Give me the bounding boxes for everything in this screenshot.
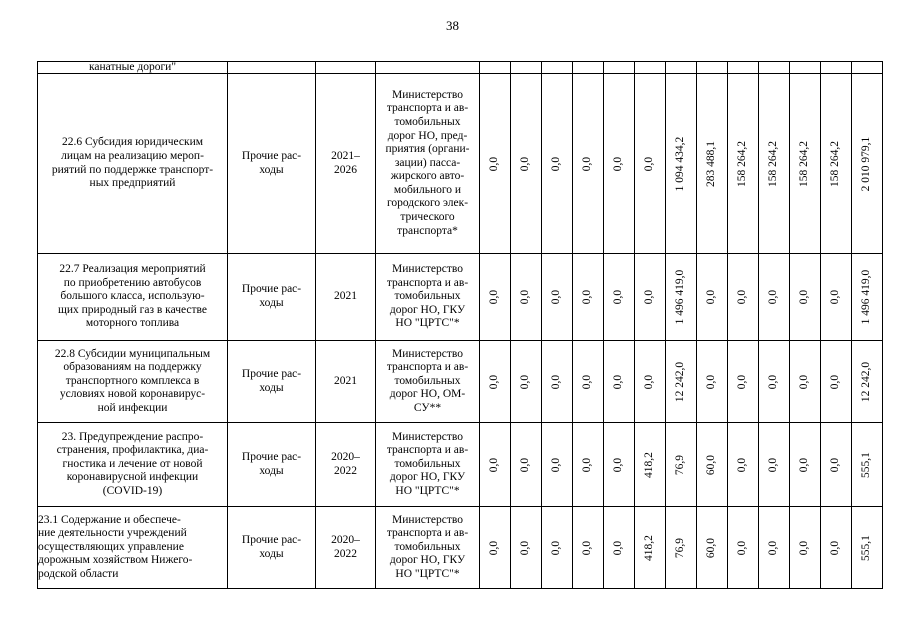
measure-name-line: по приобретению автобусов: [63, 276, 202, 289]
value-text: 555,1: [860, 451, 873, 478]
value-cell: [511, 507, 542, 589]
measure-name-line: транспортного комплекса в: [65, 374, 200, 387]
measure-name-line: условиях новой коронавирус-: [59, 388, 206, 401]
executor-line: томобильных: [394, 290, 461, 303]
value-text: 158 264,2: [829, 140, 842, 187]
funding-source-line: Прочие рас-: [241, 450, 302, 463]
value-cell: [480, 74, 511, 254]
value-cell: [511, 74, 542, 254]
value-text: 0,0: [519, 289, 532, 305]
measure-name-line: 23. Предупреждение распро-: [61, 430, 204, 443]
funding-source-line: Прочие рас-: [241, 149, 302, 162]
empty-cell: [635, 62, 666, 74]
measure-name-line: ние деятельности учреждений: [38, 527, 187, 540]
years-line: 2021–: [331, 149, 360, 162]
value-text: 0,0: [581, 374, 594, 389]
years-line: 2021: [334, 374, 357, 387]
value-text: 0,0: [488, 156, 501, 171]
measure-name-line: родской области: [38, 567, 119, 580]
executor-line: СУ**: [413, 401, 442, 414]
value-cell: [697, 423, 728, 507]
value-cell: [790, 254, 821, 341]
executor-line: дорог НО, ГКУ: [389, 471, 466, 484]
value-cell: [852, 507, 883, 589]
executor-cell: [376, 341, 480, 423]
measure-name-line: ных предприятий: [89, 177, 176, 190]
funding-source-line: ходы: [259, 297, 284, 309]
executor-line: дорог НО, ГКУ: [389, 303, 466, 316]
value-text: 0,0: [581, 540, 594, 555]
value-text: 0,0: [736, 540, 749, 555]
value-cell: [697, 341, 728, 423]
executor-line: Министерство: [392, 263, 463, 276]
value-cell: [542, 507, 573, 589]
value-cell: [635, 423, 666, 507]
value-cell: [821, 254, 852, 341]
value-text: 0,0: [767, 540, 780, 555]
value-cell: [790, 74, 821, 254]
years-cell: [316, 74, 376, 254]
measure-name-line: 22.7 Реализация мероприятий: [59, 263, 206, 276]
value-cell: [790, 507, 821, 589]
value-text: 0,0: [736, 289, 749, 305]
measure-name-line: моторного топлива: [85, 317, 180, 330]
measure-name-line: осуществляющих управление: [38, 540, 184, 553]
funding-source-cell: [228, 74, 316, 254]
measure-name-line: гностика и лечение от новой: [62, 457, 203, 470]
empty-cell: [728, 62, 759, 74]
executor-line: НО "ЦРТС"*: [395, 317, 460, 330]
executor-line: Министерство: [392, 88, 463, 101]
value-cell: [666, 423, 697, 507]
value-cell: [635, 341, 666, 423]
value-cell: [635, 74, 666, 254]
value-text: 12 242,0: [860, 361, 873, 402]
funding-source-cell: [228, 507, 316, 589]
page-number: 38: [446, 18, 459, 33]
funding-source-cell: [228, 423, 316, 507]
executor-line: транспорта и ав-: [386, 527, 469, 540]
value-cell: [728, 74, 759, 254]
continuation-row: [38, 62, 883, 74]
measure-name-line: ной инфекции: [97, 401, 168, 414]
value-cell: [852, 423, 883, 507]
value-text: 0,0: [519, 457, 532, 472]
executor-cell: [376, 423, 480, 507]
value-cell: [728, 507, 759, 589]
value-cell: [542, 254, 573, 341]
measure-name-cell: [38, 254, 228, 341]
measure-name-line: 23.1 Содержание и обеспече-: [38, 513, 181, 526]
value-cell: [697, 74, 728, 254]
value-text: 0,0: [612, 457, 625, 472]
value-cell: [542, 341, 573, 423]
table-row: [38, 254, 883, 341]
value-text: 0,0: [643, 289, 656, 305]
value-text: 0,0: [798, 289, 811, 305]
measure-name-line: 22.8 Субсидии муниципальным: [54, 347, 211, 360]
funding-source-cell: [228, 254, 316, 341]
value-cell: [728, 254, 759, 341]
measure-name-line: большого класса, использую-: [60, 290, 205, 303]
value-cell: [759, 423, 790, 507]
years-line: 2021: [334, 290, 357, 303]
value-text: 0,0: [767, 457, 780, 472]
table-row: [38, 507, 883, 589]
funding-source-line: Прочие рас-: [241, 367, 302, 380]
measure-name-line: дорожным хозяйством Нижего-: [38, 554, 193, 567]
executor-line: дорог НО, ГКУ: [389, 554, 466, 567]
value-text: 158 264,2: [798, 140, 811, 187]
value-cell: [604, 254, 635, 341]
executor-line: городского элек-: [386, 197, 469, 210]
value-text: 0,0: [612, 374, 625, 389]
table-row: [38, 341, 883, 423]
value-text: 0,0: [612, 540, 625, 555]
value-cell: [821, 423, 852, 507]
value-text: 0,0: [829, 374, 842, 389]
value-cell: [542, 423, 573, 507]
value-cell: [697, 507, 728, 589]
executor-line: зации) пасса-: [394, 156, 461, 169]
value-text: 12 242,0: [674, 361, 687, 402]
years-line: 2022: [334, 464, 357, 477]
executor-line: томобильных: [394, 115, 461, 128]
value-text: 0,0: [519, 156, 532, 171]
value-cell: [852, 341, 883, 423]
measure-name-line: странения, профилактика, диа-: [56, 444, 209, 457]
value-cell: [635, 507, 666, 589]
empty-cell: [852, 62, 883, 74]
funding-source-line: ходы: [259, 381, 284, 394]
value-text: 418,2: [643, 534, 656, 561]
measure-name-line: (COVID-19): [102, 484, 163, 497]
measure-name-line: образованиям на поддержку: [63, 361, 202, 374]
empty-cell: [511, 62, 542, 74]
value-text: 0,0: [488, 289, 501, 305]
value-cell: [728, 423, 759, 507]
executor-line: Министерство: [392, 347, 463, 360]
value-text: 0,0: [705, 374, 718, 389]
empty-cell: [376, 62, 480, 74]
measure-name-cell: [38, 74, 228, 254]
value-text: 1 094 434,2: [674, 136, 687, 191]
years-line: 2020–: [331, 533, 360, 546]
executor-line: транспорта и ав-: [386, 444, 469, 457]
executor-cell: [376, 507, 480, 589]
table-row: [38, 423, 883, 507]
funding-source-line: Прочие рас-: [241, 283, 302, 296]
value-cell: [511, 341, 542, 423]
value-cell: [697, 254, 728, 341]
measure-name-line: риятий по поддержке транспорт-: [51, 163, 214, 176]
value-text: 0,0: [736, 457, 749, 472]
value-cell: [666, 74, 697, 254]
value-cell: [480, 507, 511, 589]
value-text: 0,0: [550, 540, 563, 555]
measure-name-line: коронавирусной инфекции: [66, 471, 199, 484]
years-cell: [316, 507, 376, 589]
value-cell: [728, 341, 759, 423]
executor-line: трического: [400, 211, 455, 224]
value-text: 418,2: [643, 451, 656, 478]
value-cell: [759, 74, 790, 254]
value-cell: [666, 254, 697, 341]
value-text: 60,0: [705, 454, 718, 475]
value-text: 0,0: [829, 457, 842, 472]
measure-name-line: 22.6 Субсидия юридическим: [61, 136, 204, 149]
value-text: 1 496 419,0: [674, 269, 687, 325]
executor-line: транспорта*: [397, 224, 458, 237]
value-cell: [573, 507, 604, 589]
measure-name-line: щих природный газ в качестве: [58, 303, 207, 316]
value-text: 0,0: [829, 289, 842, 305]
value-text: 76,9: [674, 537, 687, 558]
value-text: 1 496 419,0: [860, 269, 873, 325]
value-cell: [852, 254, 883, 341]
value-text: 0,0: [550, 156, 563, 171]
empty-cell: [542, 62, 573, 74]
empty-cell: [759, 62, 790, 74]
value-text: 158 264,2: [736, 140, 749, 187]
value-cell: [480, 254, 511, 341]
value-cell: [604, 74, 635, 254]
value-text: 0,0: [612, 156, 625, 171]
program-table: [37, 61, 883, 589]
value-text: 0,0: [550, 457, 563, 472]
value-text: 0,0: [736, 374, 749, 389]
value-cell: [604, 341, 635, 423]
value-cell: [759, 341, 790, 423]
executor-line: транспорта и ав-: [386, 276, 469, 289]
value-cell: [635, 254, 666, 341]
funding-source-line: ходы: [259, 464, 284, 477]
funding-source-line: ходы: [259, 163, 284, 176]
value-cell: [666, 341, 697, 423]
value-text: 555,1: [860, 534, 873, 561]
value-cell: [759, 254, 790, 341]
value-text: 60,0: [705, 537, 718, 558]
value-cell: [790, 423, 821, 507]
value-cell: [790, 341, 821, 423]
value-cell: [604, 423, 635, 507]
value-cell: [666, 507, 697, 589]
value-text: 2 010 979,1: [860, 136, 873, 191]
executor-cell: [376, 74, 480, 254]
years-cell: [316, 423, 376, 507]
executor-line: транспорта и ав-: [386, 361, 469, 374]
value-text: 0,0: [519, 540, 532, 555]
value-cell: [511, 423, 542, 507]
value-text: 0,0: [767, 289, 780, 305]
years-cell: [316, 341, 376, 423]
empty-cell: [604, 62, 635, 74]
executor-line: НО "ЦРТС"*: [395, 484, 460, 497]
value-text: 158 264,2: [767, 140, 780, 187]
executor-line: томобильных: [394, 374, 461, 387]
executor-line: дорог НО, пред-: [387, 129, 468, 142]
empty-cell: [790, 62, 821, 74]
table-row: [38, 74, 883, 254]
value-text: 0,0: [581, 289, 594, 305]
value-cell: [821, 507, 852, 589]
value-cell: [759, 507, 790, 589]
value-cell: [480, 423, 511, 507]
executor-line: томобильных: [394, 457, 461, 470]
years-cell: [316, 254, 376, 341]
funding-source-line: Прочие рас-: [241, 533, 302, 546]
funding-source-line: ходы: [259, 547, 284, 560]
value-text: 0,0: [488, 374, 501, 389]
value-text: 0,0: [798, 374, 811, 389]
value-cell: [542, 74, 573, 254]
executor-line: мобильного и: [393, 183, 462, 196]
continuation-name: канатные дороги": [38, 62, 228, 74]
empty-cell: [573, 62, 604, 74]
value-cell: [604, 507, 635, 589]
executor-line: дорог НО, ОМ-: [389, 388, 466, 401]
value-text: 76,9: [674, 454, 687, 475]
value-text: 0,0: [581, 156, 594, 171]
executor-line: жирского авто-: [390, 170, 465, 183]
measure-name-cell: [38, 507, 228, 589]
funding-source-cell: [228, 341, 316, 423]
value-cell: [573, 423, 604, 507]
value-cell: [821, 74, 852, 254]
value-cell: [852, 74, 883, 254]
empty-cell: [316, 62, 376, 74]
executor-cell: [376, 254, 480, 341]
measure-name-line: лицам на реализацию мероп-: [61, 149, 204, 162]
empty-cell: [821, 62, 852, 74]
value-text: 0,0: [612, 289, 625, 305]
value-text: 0,0: [519, 374, 532, 389]
value-text: 0,0: [705, 289, 718, 305]
value-text: 0,0: [488, 540, 501, 555]
value-cell: [573, 341, 604, 423]
value-cell: [573, 74, 604, 254]
executor-line: Министерство: [392, 513, 463, 526]
value-cell: [573, 254, 604, 341]
value-cell: [821, 341, 852, 423]
empty-cell: [697, 62, 728, 74]
measure-name-cell: [38, 341, 228, 423]
executor-line: НО "ЦРТС"*: [395, 567, 460, 580]
empty-cell: [480, 62, 511, 74]
years-line: 2022: [334, 547, 357, 560]
executor-line: Министерство: [392, 430, 463, 443]
value-text: 0,0: [829, 540, 842, 555]
executor-line: транспорта и ав-: [386, 102, 469, 115]
value-text: 0,0: [643, 156, 656, 171]
executor-line: приятия (органи-: [385, 143, 470, 156]
value-text: 0,0: [550, 289, 563, 305]
value-text: 0,0: [798, 457, 811, 472]
value-text: 0,0: [581, 457, 594, 472]
value-text: 0,0: [798, 540, 811, 555]
value-text: 283 488,1: [705, 140, 718, 187]
value-text: 0,0: [643, 374, 656, 389]
executor-line: томобильных: [394, 540, 461, 553]
value-text: 0,0: [488, 457, 501, 472]
years-line: 2026: [334, 163, 357, 176]
value-cell: [511, 254, 542, 341]
empty-cell: [666, 62, 697, 74]
years-line: 2020–: [331, 450, 360, 463]
value-text: 0,0: [550, 374, 563, 389]
empty-cell: [228, 62, 316, 74]
value-cell: [480, 341, 511, 423]
measure-name-cell: [38, 423, 228, 507]
value-text: 0,0: [767, 374, 780, 389]
